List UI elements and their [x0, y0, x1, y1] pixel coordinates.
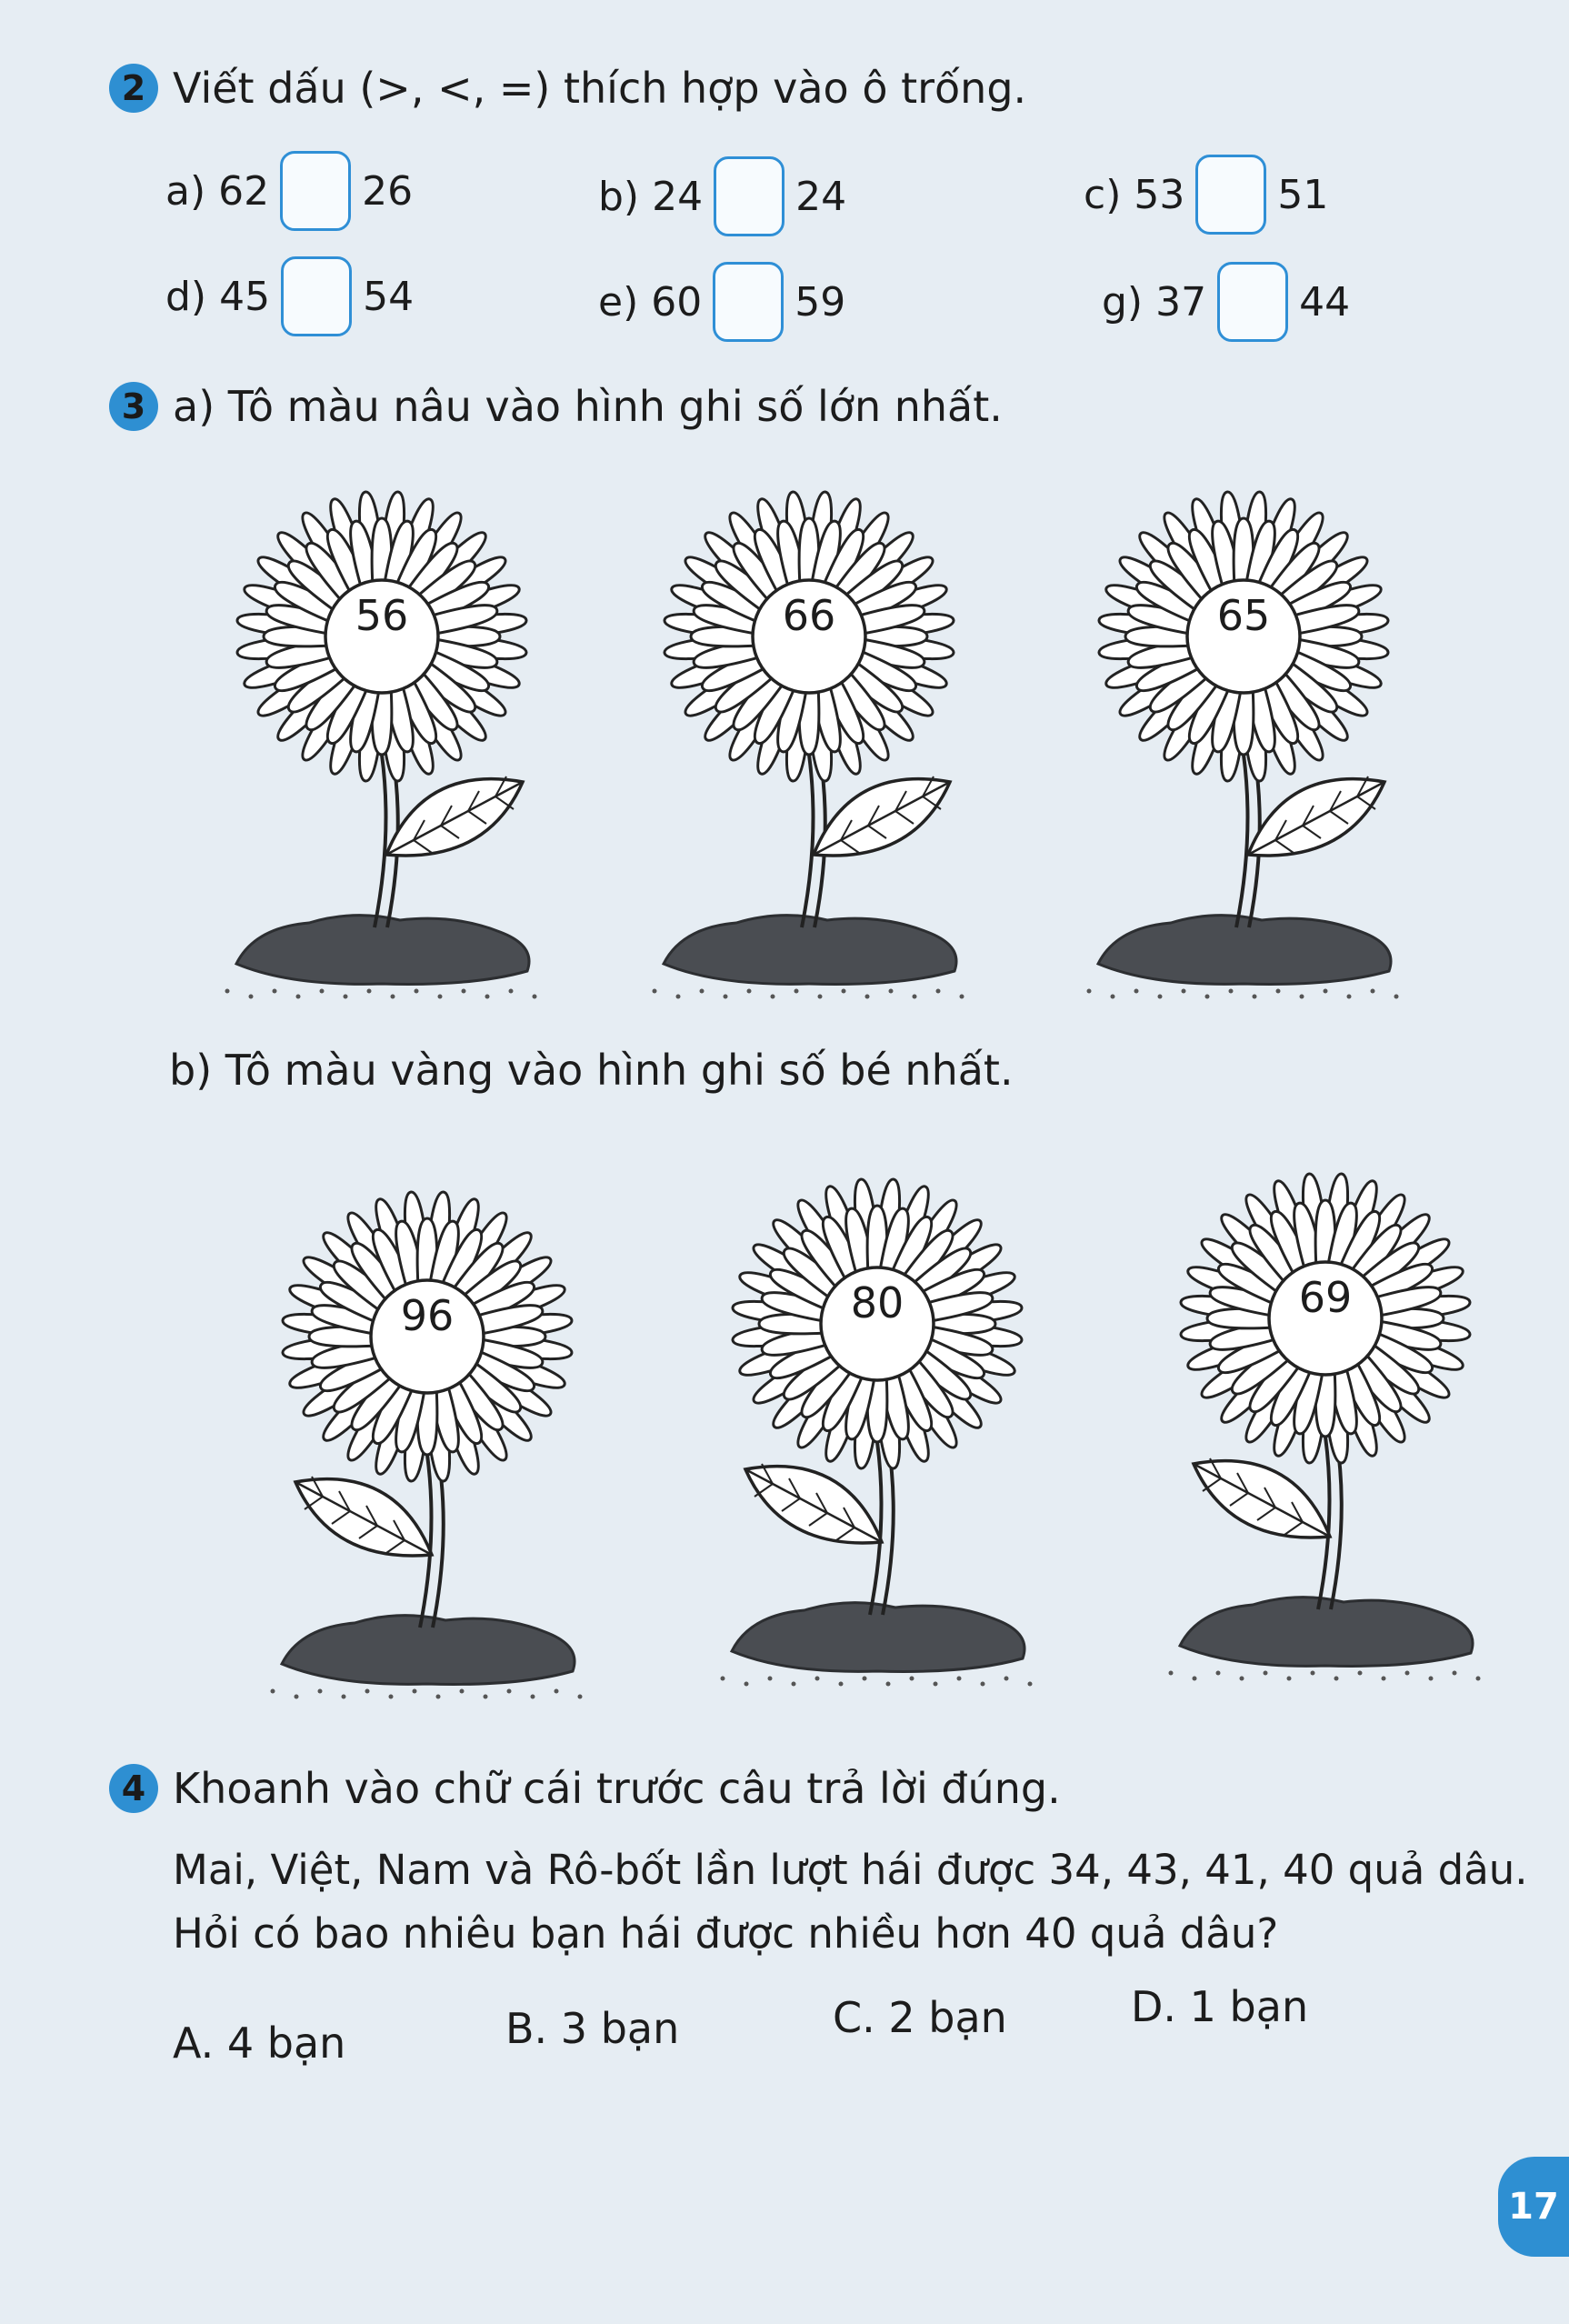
flower-number: 65 [1216, 591, 1271, 640]
answer-box[interactable] [280, 151, 351, 231]
flower-b1[interactable] [245, 1155, 609, 1704]
sunflower-drawing [1144, 1137, 1507, 1682]
exercise-4-question-line-2: Hỏi có bao nhiêu bạn hái được nhiều hơn 40 quả dâu? [173, 1909, 1279, 1958]
exercise-4-heading [109, 1764, 1061, 1813]
compare-left: g) 37 [1102, 278, 1207, 326]
answer-box[interactable] [714, 156, 784, 236]
flower-b2[interactable] [695, 1142, 1059, 1691]
exercise-number-badge: 2 [109, 64, 158, 113]
compare-left: a) 62 [165, 167, 270, 215]
flower-a1[interactable] [200, 455, 564, 1004]
compare-left: e) 60 [598, 278, 703, 326]
compare-right: 44 [1299, 278, 1351, 326]
flower-number: 69 [1298, 1273, 1353, 1322]
answer-option-a[interactable]: A. 4 bạn [173, 2018, 346, 2068]
flower-a2[interactable] [627, 455, 991, 1004]
exercise-2-heading [109, 64, 1026, 113]
compare-right: 26 [362, 167, 414, 215]
compare-left: b) 24 [598, 173, 704, 220]
sunflower-drawing [200, 455, 564, 1000]
answer-box[interactable] [713, 262, 784, 342]
sunflower-drawing [245, 1155, 609, 1700]
compare-item-c [1084, 155, 1328, 235]
flower-number: 56 [355, 591, 409, 640]
answer-box[interactable] [281, 256, 352, 336]
exercise-2-title: Viết dấu (>, <, =) thích hợp vào ô trống. [173, 64, 1027, 113]
flower-b3[interactable] [1144, 1137, 1507, 1686]
compare-item-d [165, 256, 414, 336]
sunflower-drawing [627, 455, 991, 1000]
flower-a3[interactable] [1062, 455, 1425, 1004]
compare-item-a [165, 151, 413, 231]
compare-left: d) 45 [165, 273, 271, 320]
flower-number: 80 [850, 1278, 904, 1327]
exercise-4-question-line-1: Mai, Việt, Nam và Rô-bốt lần lượt hái được 34, 43, 41, 40 quả dâu. [173, 1846, 1528, 1894]
flower-number: 96 [400, 1291, 455, 1340]
exercise-number-badge: 3 [109, 382, 158, 431]
compare-item-g [1102, 262, 1350, 342]
compare-left: c) 53 [1084, 171, 1185, 218]
page-number-tab: 17 [1498, 2157, 1569, 2257]
answer-option-c[interactable]: C. 2 bạn [833, 1993, 1007, 2042]
answer-box[interactable] [1195, 155, 1266, 235]
answer-option-d[interactable]: D. 1 bạn [1131, 1982, 1309, 2031]
compare-right: 59 [794, 278, 846, 326]
compare-right: 54 [363, 273, 415, 320]
answer-box[interactable] [1217, 262, 1288, 342]
exercise-number-badge: 4 [109, 1764, 158, 1813]
compare-item-e [598, 262, 845, 342]
exercise-3-heading [109, 382, 1003, 431]
sunflower-drawing [1062, 455, 1425, 1000]
flower-number: 66 [782, 591, 836, 640]
exercise-3a-instruction: a) Tô màu nâu vào hình ghi số lớn nhất. [173, 382, 1003, 431]
exercise-4-title: Khoanh vào chữ cái trước câu trả lời đúng. [173, 1764, 1061, 1813]
answer-option-b[interactable]: B. 3 bạn [505, 2004, 680, 2053]
compare-item-b [598, 156, 846, 236]
compare-right: 51 [1277, 171, 1329, 218]
exercise-3b-instruction: b) Tô màu vàng vào hình ghi số bé nhất. [169, 1046, 1014, 1095]
compare-right: 24 [795, 173, 847, 220]
sunflower-drawing [695, 1142, 1059, 1688]
